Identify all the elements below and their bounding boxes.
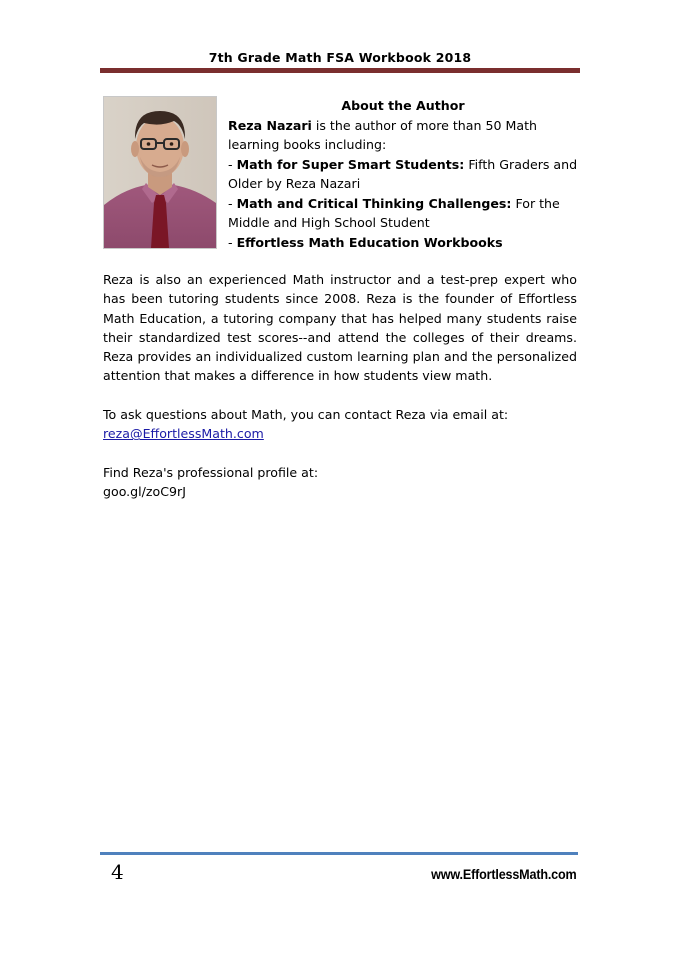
- footer-website: www.EffortlessMath.com: [431, 866, 577, 882]
- profile-block: [103, 463, 577, 502]
- author-intro: [228, 96, 578, 252]
- intro-text: is the author of more than 50 Math: [311, 117, 538, 133]
- book-3-title: Effortless Math Education Workbooks: [236, 234, 503, 250]
- book-3-bullet: -: [228, 234, 237, 250]
- bio-paragraph: Reza is also an experienced Math instructor and a test-prep expert who has been tutoring students since 2008. Reza is the founder of Effortless Math Education, a tutoring company that has helped many students raise their standardized test scores--and attend the colleges of their dreams. Reza provides an individualized custom learning plan and the personalized attention that makes a difference in how students view math.: [103, 272, 577, 384]
- book-1-title: Math for Super Smart Students:: [236, 156, 465, 172]
- book-2: [228, 194, 568, 214]
- page-number: 4: [111, 860, 124, 884]
- book-2-title: Math and Critical Thinking Challenges:: [236, 195, 512, 211]
- section-heading: About the Author: [341, 98, 465, 113]
- author-photo: [103, 96, 217, 249]
- author-name: Reza Nazari: [228, 117, 312, 133]
- book-1: [228, 155, 578, 175]
- book-1-line-2: Older by Reza Nazari: [228, 176, 361, 191]
- contact-text: To ask questions about Math, you can contact Reza via email at:: [103, 407, 509, 422]
- book-2-subtitle: For the: [511, 195, 560, 211]
- footer-divider: [100, 852, 578, 855]
- header-divider: [100, 68, 580, 73]
- email-link[interactable]: reza@EffortlessMath.com: [103, 426, 264, 442]
- contact-block: [103, 405, 577, 444]
- book-2-bullet: -: [228, 195, 237, 211]
- page-header-title: 7th Grade Math FSA Workbook 2018: [208, 50, 472, 65]
- intro-line-1: [228, 116, 568, 136]
- book-2-line-2: Middle and High School Student: [228, 215, 430, 230]
- book-1-bullet: -: [228, 156, 237, 172]
- book-1-subtitle: Fifth Graders and: [464, 156, 578, 172]
- profile-text: Find Reza's professional profile at:: [103, 465, 319, 480]
- profile-link: goo.gl/zoC9rJ: [103, 484, 186, 500]
- intro-line-2: learning books including:: [228, 137, 387, 152]
- book-3: [228, 233, 568, 253]
